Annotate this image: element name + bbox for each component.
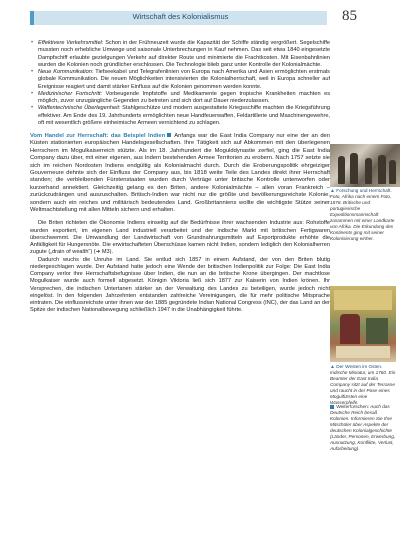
bullet-icon: • <box>31 69 34 75</box>
body-paragraph-2: Die Briten richteten die Ökonomie Indiens einseitig auf die Bedürfnisse ihrer wachsenden Industrie aus: Rohstoffe wurden exportiert, im eigenen Land industriell verarbeitet und der indische Markt mit britischen Fertigwaren überschwemmt. Die Umwandlung der Landwirtschaft von Grundnahrungsmitteln auf Exportprodukte erhöhte die Anfälligkeit für Hungersnöte. Die erwirtschafteten Überschüsse kamen nicht Indien, sondern lediglich den Kolonialherren zugute („drain of wealth“) (➜ M3). <box>30 220 330 256</box>
bullet-text: Stahlgeschütze und modern ausgestattete Kriegsschiffe machten die Kriegsführung effektiver. Am Ende des 19. Jahrhunderts ermöglichten neue Handfeuerwaffen, Feldartillerie und Maschinengewehre, oft mit wesentlich größere einheimische Armeen vernichtend zu schlagen. <box>38 105 330 126</box>
caption-text: Indische Miniatur, um 1760. Ein Beamter der East India Company sitzt auf der Terrasse und raucht in der Pose eines Mogulfürsten eine Wasserpfeife. <box>330 370 396 405</box>
task-lead: Weiterforschen: <box>336 404 370 409</box>
list-item <box>30 69 330 91</box>
caption-text: Foto, Afrika nach einem Foto, 1878. Britische und portugiesische Expeditionsmannschaft zusammen mit einer Landkarte von Afrika. Die Erkundung des Kontinents ging mit seiner Kolonisierung einher. <box>330 194 395 241</box>
triangle-marker-icon: ▲ <box>330 364 335 370</box>
photo-expedition-image <box>330 144 400 187</box>
bullet-text: Vorbeugende Impfstoffe und Medikamente gegen tropische Krankheiten machten es möglich, zuvor unzugängliche Gegenden zu betreten und sich dort auf Dauer niederzulassen. <box>38 90 330 104</box>
bullet-term: Medizinischer Fortschritt: <box>38 90 103 97</box>
list-item <box>30 40 330 69</box>
caption-title: Forschung und Herrschaft. <box>336 188 392 193</box>
running-header <box>30 11 327 25</box>
triangle-marker-icon: ▲ <box>330 188 335 194</box>
bullet-text: Schon in der Frühneuzeit wurde die Kapazität der Schiffe ständig vergrößert. Segelschiffe mussten noch erhebliche Umwege und saisonale Unterbrechungen in Kauf nehmen. Das seit etwa 1840 eingesetzte Dampfschiff erlaubte gezielgungen Verkehr auf direkter Route und minimierte die Frachtkosten. Mit Eisenbahnlinien wurden die Kolonien noch gründlicher erschlossen. Die Technologie blieb ganz unter Kontrolle der Kolonialmächte. <box>38 40 331 68</box>
section-lead-text: Anfangs war die East India Company nur eine der an den Küsten stationierten europäischen Handelsgesellschaften. Ihre Tätigkeit sich auf Abkommen mit den überlegenen Herrschern im Mogulkaiserreich stützte. Als im 18. Jahrhundert die Mogulddynastie zerfiel, ging die East India Company dazu über, mit einer eigenen, aus Indern bestehenden Armee Territorien zu erobern. Nach 1757 setzte sie sich im reichen Nordosten Indiens endgültig als Kolonialmacht durch. Durch die Eroberungspolitik ehrgeiziger Gouverneure dehnte sich der Einfluss der Company aus, bis 1818 weite Teile des Landes direkt ihrer Herrschaft standen; die verbleibenden Fürstenstaaten wurden durch Verträge unter britische Kontrolle untenworfen oder kurzerhand annektiert. Gleichzeitig gelang es den Briten, andere Kolonialmächte – allen voran Frankreich – zurückzudrängen und auszuschalten. Britisch-Indien war nicht nur die größte und bevölkerungsreichste Kolonie, sondern auch ein reiches und militärisch bedeutendes Land. Großbritanniens wollte die wichtigste Stütze seiner Weltmachtstellung mit allen Mitteln sichern und erhalten. <box>30 133 331 214</box>
bullet-term: Effektivere Verkehrsmittel: <box>38 40 104 46</box>
bullet-list <box>30 40 330 127</box>
miniature-painting-image <box>330 286 396 362</box>
task-text: Auch das Deutsche Reich besaß Kolonien. Informieren Sie Ihre Mitschüler über Aspekte der deutschen Kolonialgeschichte (Länder, Personen, Erwerbung, Ausnutzung, Konflikte, Verlust, Aufarbeitung). <box>330 404 396 451</box>
image-caption-2 <box>330 364 396 406</box>
bullet-term: Waffentechnische Überlegenheit: <box>38 105 121 112</box>
section-paragraph <box>30 133 330 214</box>
bullet-text: Tiefseekabel und Telegrafenlinien von Europa nach Amerika und Asien ermöglichten erstmals globale Kommunikation. Die neuen Möglichkeiten intensivierten die Kolonialherrschaft, weil in Europa schneller auf Ereignisse reagiert und damit stärker Einfluss auf die Kolonien genommen werden konnte. <box>38 69 330 90</box>
list-item <box>30 91 330 106</box>
running-header-title: Wirtschaft des Kolonialismus <box>132 12 229 21</box>
bullet-icon: • <box>31 40 34 46</box>
square-marker-icon <box>167 133 171 137</box>
page-number: 85 <box>342 8 357 24</box>
main-column <box>30 40 330 315</box>
task-box <box>330 404 396 452</box>
square-marker-icon <box>330 405 334 409</box>
bullet-icon: • <box>31 105 34 112</box>
body-paragraph-3: Dadurch wuchs die Unruhe im Land. Sie entlud sich 1857 in einem Aufstand, der von den Briten blutig niedergeschlagen wurde. Der Aufstand hatte jedoch eine Wende der britischen Indienpolitik zur Folge: Die East India Company verlor ihre Herrschaftsbefugnisse über Indien, die nun an die britische Krone übergingen. Der machtlose Mogulkaiser wurde auch formell abgesetzt. Königin Viktoria ließ sich 1877 zur Kaiserin von Indien krönen. Ihr Versprechen, die indischen Untertanen stärker an der Verwaltung des Landes zu beteiligen, wurde jedoch nicht eingelöst. In den folgenden Jahrzehnten entstanden zahlreiche Vereinigungen, die für mehr politische Mitsprache eintraten. Die einflussreichste unter ihnen war der 1885 gegründete Indian National Congress (INC), der das Land an der Spitze der indischen Nationalbewegung schließlich 1947 in die Unabhängigkeit führte. <box>30 256 330 314</box>
list-item <box>30 105 330 127</box>
bullet-icon: • <box>31 90 34 97</box>
image-caption-1 <box>330 188 396 242</box>
section-title: Vom Handel zur Herrschaft: das Beispiel Indien <box>30 133 166 139</box>
caption-title: Der Westen im Osten. <box>336 364 383 369</box>
bullet-term: Neue Kommunikation: <box>38 69 94 75</box>
